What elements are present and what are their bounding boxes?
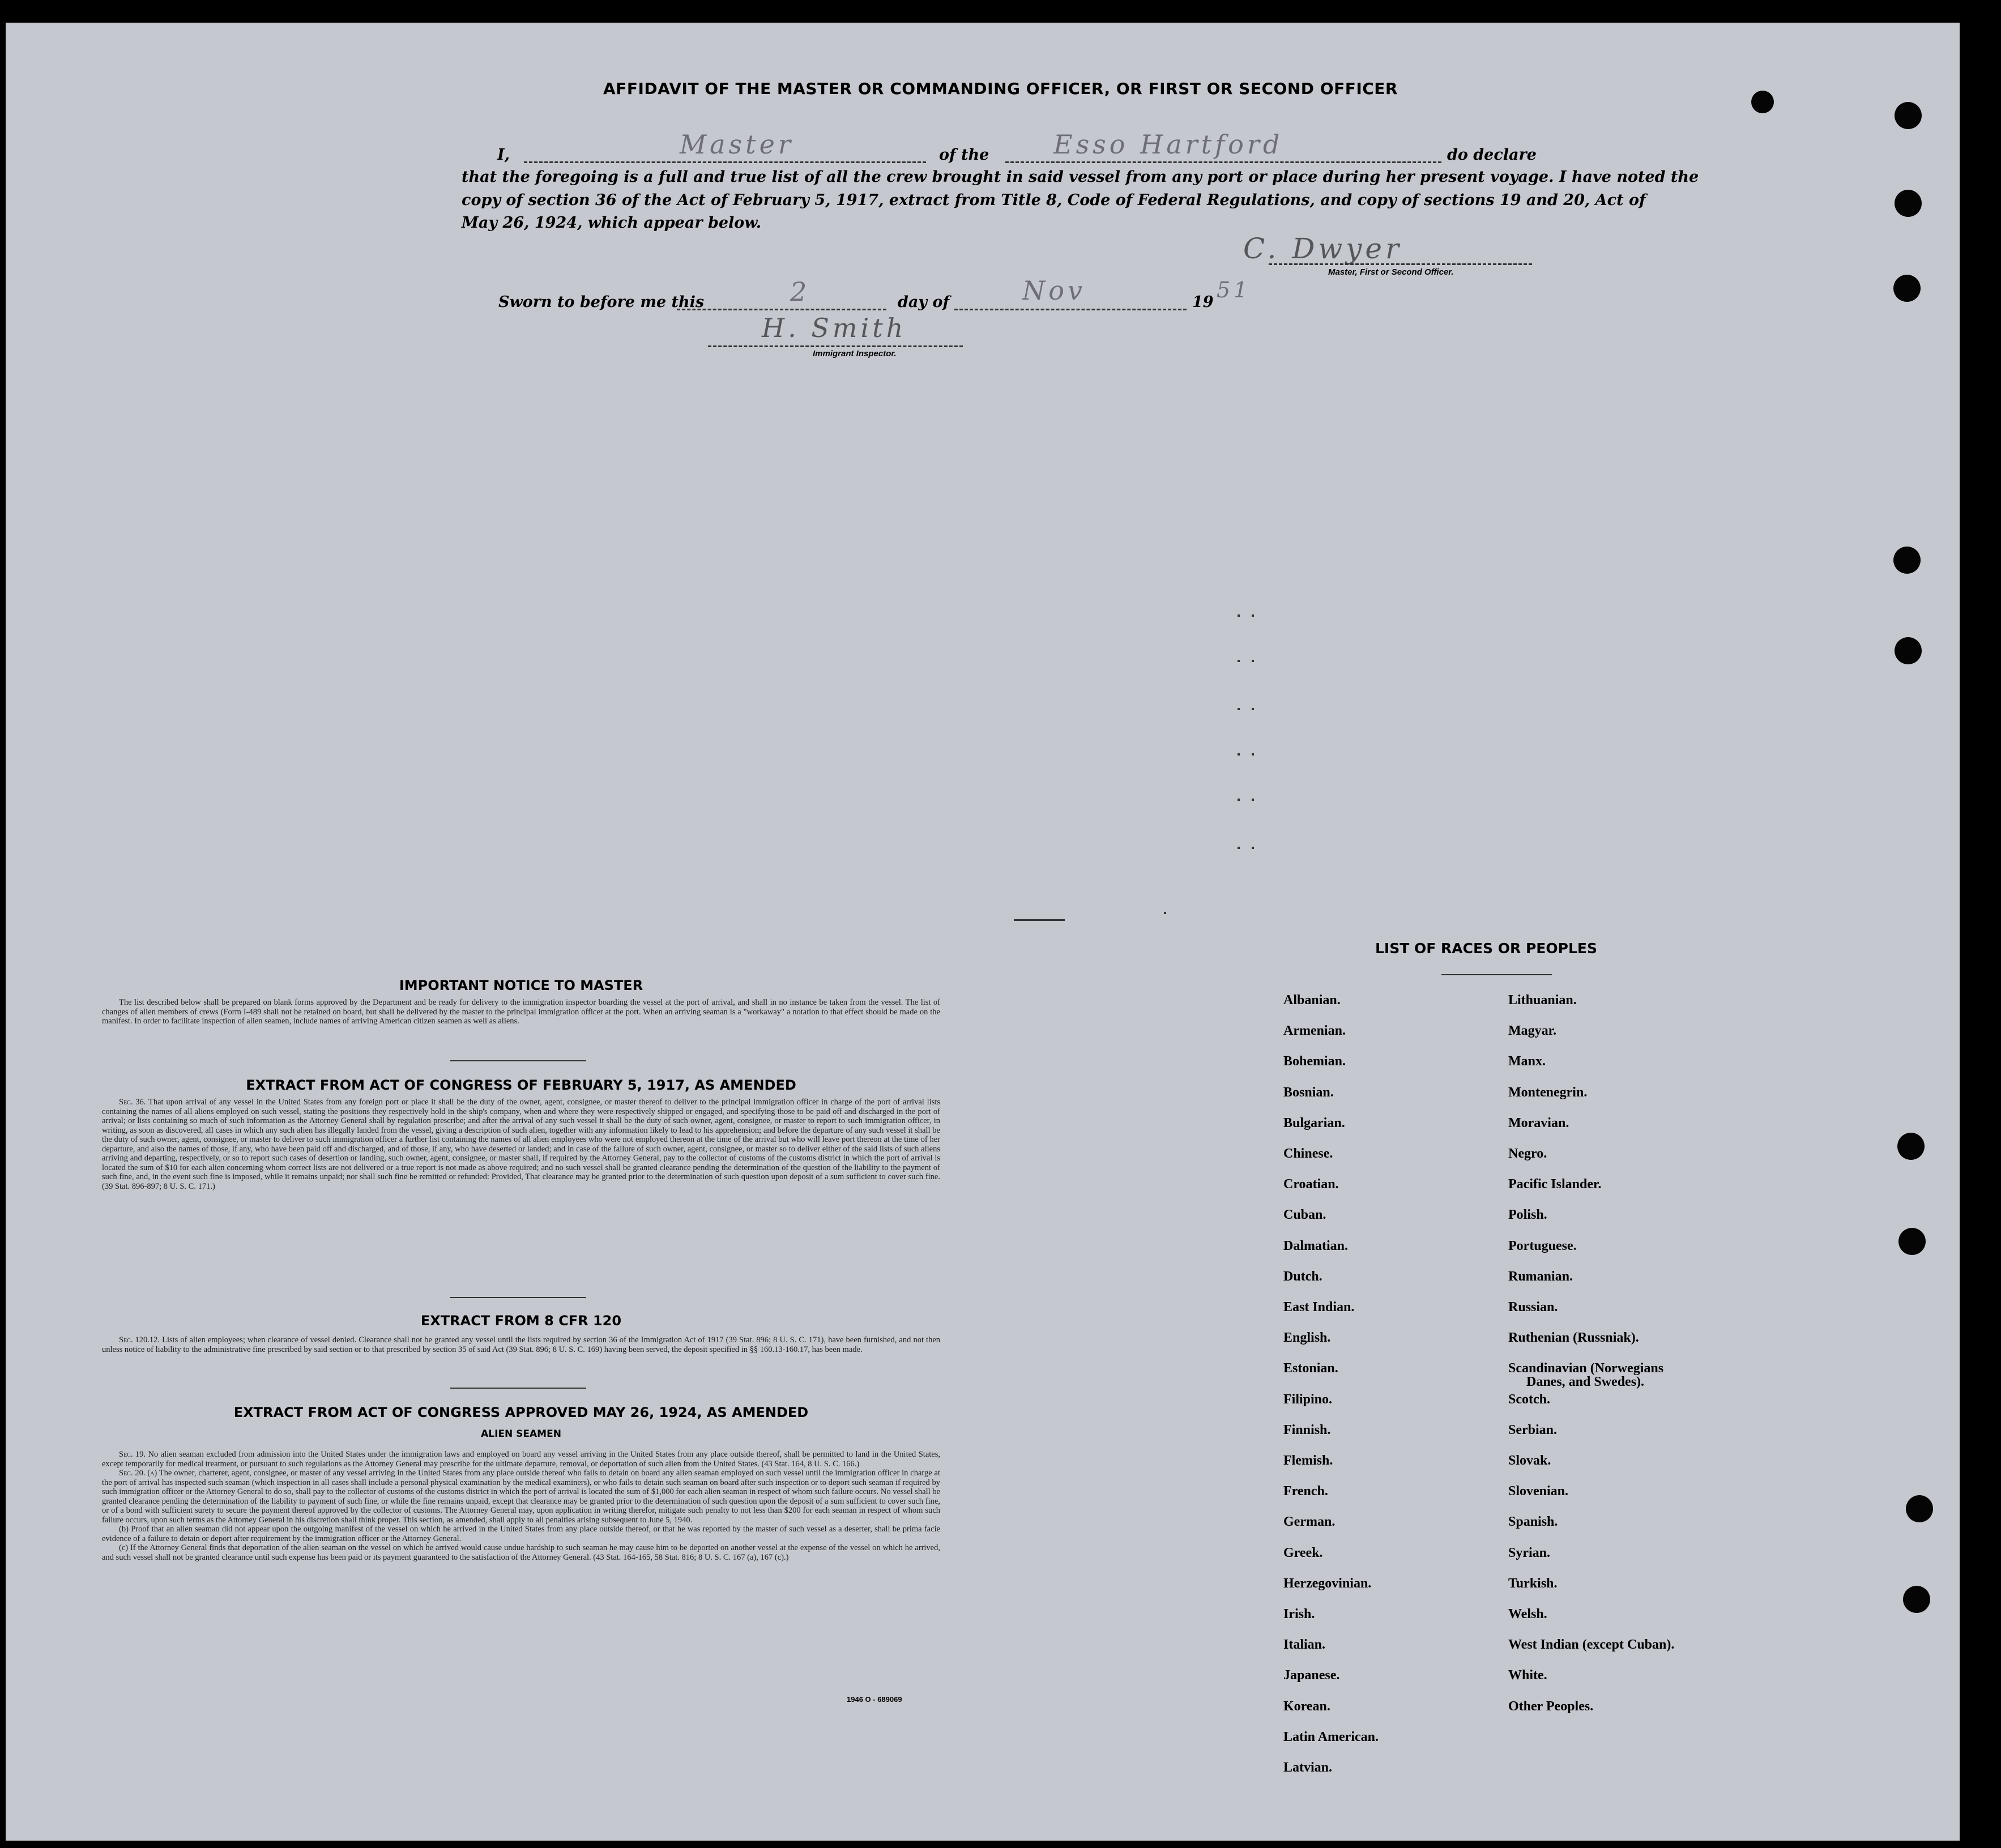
race-item: Montenegrin.	[1508, 1085, 1588, 1100]
sworn-label: Sworn to before me this	[498, 293, 705, 311]
punch-hole	[1898, 1228, 1926, 1255]
document-sheet	[6, 23, 1960, 1841]
stray-mark	[1252, 708, 1254, 710]
extract-cfr-text	[102, 1335, 940, 1354]
race-item: Croatian.	[1283, 1177, 1339, 1192]
extract-cfr-rule	[450, 1388, 586, 1389]
inspector-caption: Immigrant Inspector.	[813, 349, 897, 358]
race-item: Cuban.	[1283, 1207, 1326, 1223]
sec-20c-paragraph	[102, 1543, 940, 1562]
race-item: Greek.	[1283, 1545, 1323, 1560]
year-value: 51	[1217, 278, 1251, 302]
notice-rule	[450, 1060, 586, 1061]
month-line	[954, 309, 1187, 310]
race-item: Dalmatian.	[1283, 1238, 1348, 1253]
affidavit-line-2: copy of section 36 of the Act of February 5, 1917, extract from Title 8, Code of Federal Regulations, and copy of sections 19 and 20, Act of	[462, 191, 1646, 209]
notice-text: The list described below shall be prepared on blank forms approved by the Department and be ready for delivery to the immigration inspector boarding the vessel at the port of arrival, and shall in no instance be taken from the vessel. The list of changes of alien members of crews (Form I-489 shall not be retained on board, but shall be delivered by the master to the principal immigration officer at the port. When an arriving seaman is a "workaway" a notation to that effect should be made on the manifest. In order to facilitate inspection of alien seamen, include names of arriving American citizen seamen as well as aliens.	[102, 998, 940, 1026]
extract-1917-rule	[450, 1297, 586, 1298]
sec-20a-text: The owner, charterer, agent, consignee, or master of any vessel arriving in the United States from any place outside thereof who fails to detain on board any alien seaman employed on such vessel until the immigration officer in charge at the port of arrival has inspected such seaman (which inspection in all cases shall include a personal physical examination by the medical examiners), or who fails to detain such seaman on board after such inspection or to deport such seaman if required by such immigration officer or the Attorney General to do so, shall pay to the collector of customs of the customs district in which the port of arrival is located the sum of $1,000 for each alien seaman in respect of whom such failure occurs. No vessel shall be granted clearance pending the determination of the liability to payment of such fine, or while the fine remains unpaid, except that clearance may be granted prior to the determination of such question upon the deposit of a sum sufficient to cover such fine, or of a bond with sufficient surety to secure the payment thereof approved by the collector of customs. The Attorney General may, upon application in writing therefor, mitigate such penalty to not less than $200 for each seaman in respect of whom such failure occurs, upon such terms as the Attorney General in his discretion shall think proper. This section, as amended, shall apply to all penalties arising subsequent to June 5, 1940.	[102, 1469, 940, 1525]
sec-19-label: Sec. 19.	[119, 1450, 146, 1459]
officer-signature-line	[1269, 263, 1532, 265]
i-label: I,	[497, 146, 510, 164]
stray-mark	[1238, 614, 1240, 617]
punch-hole	[1895, 190, 1922, 217]
officer-caption: Master, First or Second Officer.	[1328, 267, 1454, 277]
stray-mark	[1252, 847, 1254, 849]
race-item: Latvian.	[1283, 1760, 1333, 1775]
sec-20b-paragraph	[102, 1525, 940, 1543]
race-item: Scotch.	[1508, 1392, 1550, 1407]
race-item: Serbian.	[1508, 1422, 1558, 1437]
sworn-day: 2	[790, 276, 810, 307]
extract-1924-title: EXTRACT FROM ACT OF CONGRESS APPROVED MAY 26, 1924, AS AMENDED	[233, 1405, 809, 1420]
race-item: Negro.	[1508, 1146, 1547, 1161]
race-item: Herzegovinian.	[1283, 1576, 1372, 1591]
punch-hole	[1906, 1495, 1933, 1522]
punch-hole	[1895, 102, 1922, 129]
sec-20b-label: (b)	[119, 1525, 129, 1534]
extract-1924-subtitle: ALIEN SEAMEN	[481, 1428, 561, 1440]
race-item: Estonian.	[1283, 1361, 1338, 1376]
race-item: German.	[1283, 1514, 1336, 1530]
stray-mark	[1238, 847, 1240, 849]
race-item: Portuguese.	[1508, 1238, 1577, 1253]
stray-mark	[1014, 919, 1065, 921]
affidavit-title: AFFIDAVIT OF THE MASTER OR COMMANDING OFFICER, OR FIRST OR SECOND OFFICER	[603, 79, 1398, 98]
stray-mark	[1252, 660, 1254, 662]
stray-mark	[1238, 753, 1240, 756]
master-line	[524, 161, 926, 163]
stray-mark	[1252, 799, 1254, 801]
punch-hole	[1897, 1133, 1925, 1160]
race-item: French.	[1283, 1484, 1328, 1499]
race-item: Welsh.	[1508, 1607, 1547, 1621]
race-item: Magyar.	[1508, 1023, 1557, 1039]
sec-19-text: No alien seaman excluded from admission into the United States under the immigration laws and employed on board any vessel arriving in the United States from any place outside thereof, shall be permitted to land in the United States, except temporarily for medical treatment, or pursuant to such regulations as the Attorney General may prescribe for the ultimate departure, removal, or deportation of such alien from the United States. (43 Stat. 164, 8 U. S. C. 166.)	[102, 1450, 941, 1469]
race-item: West Indian (except Cuban).	[1508, 1637, 1675, 1653]
extract-cfr-sec-label: Sec. 120.12.	[119, 1335, 160, 1345]
race-item: Spanish.	[1508, 1514, 1558, 1530]
officer-signature: C. Dwyer	[1243, 232, 1402, 265]
extract-cfr-title: EXTRACT FROM 8 CFR 120	[420, 1313, 622, 1329]
race-item: Turkish.	[1508, 1576, 1558, 1591]
sec-20c-label: (c)	[119, 1543, 129, 1552]
extract-1917-sec-label: Sec. 36.	[119, 1098, 146, 1107]
inspector-signature: H. Smith	[762, 313, 907, 343]
race-item: Polish.	[1508, 1207, 1547, 1223]
race-item: Latin American.	[1283, 1729, 1379, 1744]
day-line	[677, 309, 886, 310]
stray-mark	[1164, 912, 1166, 914]
race-item: Finnish.	[1283, 1422, 1331, 1437]
race-item: Moravian.	[1508, 1115, 1569, 1130]
punch-hole	[1895, 637, 1922, 664]
year-prefix: 19	[1192, 293, 1214, 311]
punch-hole	[1903, 1586, 1930, 1613]
inspector-signature-line	[708, 345, 963, 347]
sec-20c-text: If the Attorney General finds that deportation of the alien seaman on the vessel on which he arrived would cause undue hardship to such seaman he may cause him to be deported on another vessel at the expense of the vessel on which he arrived, and such vessel shall not be granted clearance until such expense has been paid or its payment guaranteed to the satisfaction of the Attorney General. (43 Stat. 164-165, 58 Stat. 816; 8 U. S. C. 167 (a), 167 (c).)	[102, 1543, 940, 1562]
race-item: Rumanian.	[1508, 1269, 1573, 1284]
print-code: 1946 O - 689069	[847, 1695, 902, 1704]
races-title-rule	[1441, 974, 1552, 975]
extract-1924-body	[102, 1450, 940, 1562]
race-item: Japanese.	[1283, 1668, 1340, 1683]
race-item: Slovenian.	[1508, 1484, 1569, 1499]
stray-mark	[1238, 660, 1240, 662]
race-item: Other Peoples.	[1508, 1698, 1594, 1714]
stray-mark	[1252, 614, 1254, 617]
race-item: Italian.	[1283, 1637, 1326, 1653]
extract-cfr-body: Lists of alien employees; when clearance of vessel denied. Clearance shall not be granted any vessel until the lists required by section 36 of the Immigration Act of 1917 (39 Stat. 896; 8 U. S. C. 171), have been furnished, and not then unless notice of liability to the administrative fine prescribed by said section or to that prescribed by section 35 of said Act (39 Stat. 896; 8 U. S. C. 169) having been served, the deposit specified in §§ 160.13-160.17, has been made.	[102, 1335, 941, 1354]
race-item: Slovak.	[1508, 1453, 1551, 1468]
race-item: Lithuanian.	[1508, 993, 1577, 1008]
extract-1917-title: EXTRACT FROM ACT OF CONGRESS OF FEBRUARY 5, 1917, AS AMENDED	[246, 1077, 796, 1093]
race-item: Russian.	[1508, 1300, 1558, 1314]
race-item: Danes, and Swedes).	[1526, 1375, 1645, 1390]
punch-hole	[1893, 547, 1921, 574]
race-item: Bulgarian.	[1283, 1115, 1345, 1130]
sec-19-paragraph	[102, 1450, 940, 1469]
punch-hole	[1893, 275, 1921, 302]
extract-1917-body: That upon arrival of any vessel in the United States from any foreign port or place it shall be the duty of the owner, agent, consignee, or master thereof to deliver to the principal immigration officer in charge of the port of arrival lists containing the names of all aliens employed on such vessel, stating the positions they respectively hold in the ship's company, when and where they were respectively shipped or engaged, and specifying those to be paid off and discharged in the port of arrival; or lists containing so much of such information as the Attorney General shall by regulation prescribe; and after the arrival of any such vessel it shall be the duty of such owner, agent, consignee, or master to report to such immigration officer, in writing, as soon as discovered, all cases in which any such alien has illegally landed from the vessel, giving a description of such alien, together with any information likely to lead to his apprehension; and before the departure of any such vessel it shall be the duty of such owner, agent, consignee, or master to deliver to such immigration officer a further list containing the names of all alien employees who were not employed thereon at the time of the arrival but who will leave port thereon at the time of her departure, and also the names of those, if any, who have been paid off and discharged, and of those, if any, who have deserted or landed; and in case of the failure of such owner, agent, consignee, or master so to deliver either of the said lists of such aliens arriving and departing, respectively, or so to report such cases of desertion or landing, such owner, agent, consignee, or master shall, if required by the Attorney General, pay to the collector of customs of the customs district in which the port of arrival is located the sum of $10 for each alien concerning whom correct lists are not delivered or a true report is not made as above required; and no such vessel shall be granted clearance pending the determination of the question of the liability to the payment of such fine, and, in the event such fine is imposed, while it remains unpaid; nor shall such fine be remitted or refunded: Provided, That clearance may be granted prior to the determination of such question upon deposit of a sum sufficient to cover such fine. (39 Stat. 896-897; 8 U. S. C. 171.)	[102, 1098, 941, 1191]
race-item: Dutch.	[1283, 1269, 1322, 1284]
race-item: Ruthenian (Russniak).	[1508, 1330, 1639, 1346]
race-item: Filipino.	[1283, 1392, 1333, 1407]
stray-mark	[1252, 753, 1254, 756]
race-item: Scandinavian (Norwegians	[1508, 1361, 1664, 1376]
sec-20b-text: Proof that an alien seaman did not appear upon the outgoing manifest of the vessel on which he arrived in the United States from any place outside thereof, or that he was reported by the master of such vessel as a deserter, shall be prima facie evidence of a failure to detain or deport after requirement by the immigration officer or the Attorney General.	[102, 1525, 940, 1543]
of-the-label: of the	[939, 146, 989, 164]
race-item: Irish.	[1283, 1607, 1315, 1621]
race-item: Albanian.	[1283, 993, 1341, 1008]
master-handwritten: Master	[680, 129, 794, 160]
vessel-handwritten: Esso Hartford	[1053, 129, 1283, 160]
race-item: Manx.	[1508, 1054, 1546, 1069]
sworn-month: Nov	[1022, 275, 1086, 306]
race-item: Armenian.	[1283, 1023, 1346, 1039]
extract-1917-text	[102, 1098, 940, 1191]
sec-20a-label: Sec. 20. (a)	[119, 1469, 157, 1478]
race-item: Bosnian.	[1283, 1085, 1334, 1100]
race-item: Syrian.	[1508, 1545, 1551, 1560]
race-item: East Indian.	[1283, 1300, 1355, 1314]
vessel-line	[1005, 161, 1441, 163]
race-item: Pacific Islander.	[1508, 1177, 1602, 1192]
stray-mark	[1238, 708, 1240, 710]
day-of-label: day of	[898, 293, 950, 311]
affidavit-line-3: May 26, 1924, which appear below.	[462, 214, 762, 232]
stray-mark	[1238, 799, 1240, 801]
do-declare-label: do declare	[1447, 146, 1537, 164]
races-title: LIST OF RACES OR PEOPLES	[1375, 940, 1597, 957]
sec-20a-paragraph	[102, 1469, 940, 1525]
race-item: English.	[1283, 1330, 1331, 1346]
race-item: Bohemian.	[1283, 1054, 1346, 1069]
race-item: Korean.	[1283, 1698, 1330, 1714]
race-item: Chinese.	[1283, 1146, 1333, 1161]
race-item: White.	[1508, 1668, 1547, 1683]
notice-title: IMPORTANT NOTICE TO MASTER	[399, 978, 643, 993]
affidavit-line-1: that the foregoing is a full and true list of all the crew brought in said vessel from any port or place during her present voyage. I have noted the	[462, 168, 1699, 186]
race-item: Flemish.	[1283, 1453, 1333, 1468]
